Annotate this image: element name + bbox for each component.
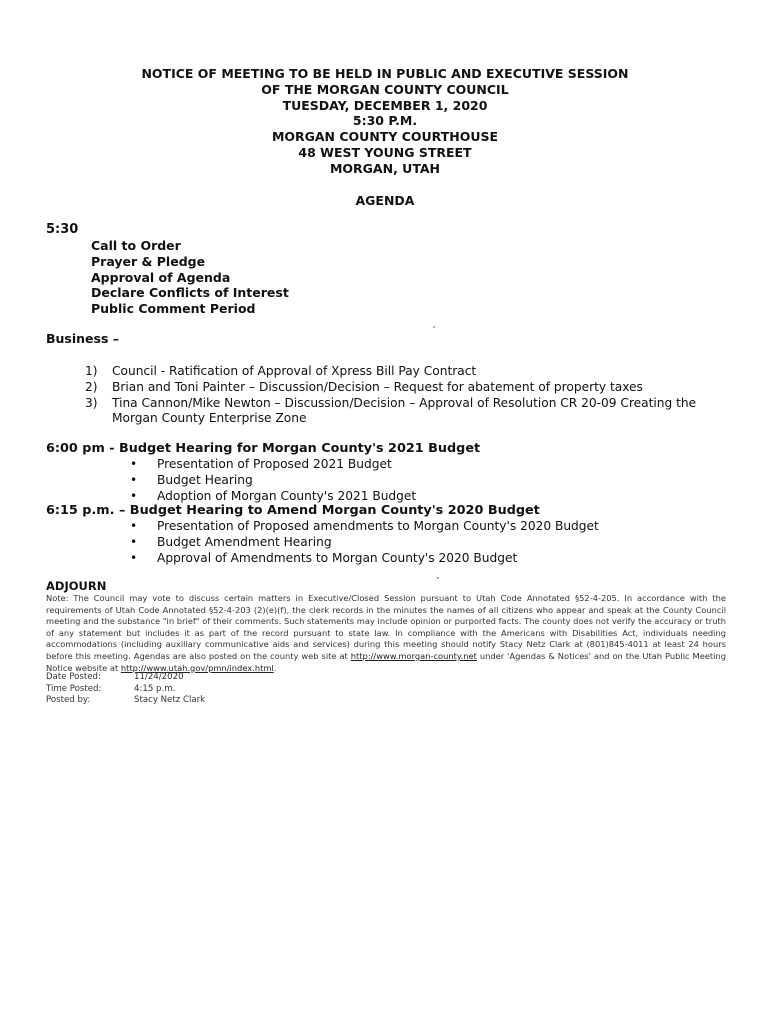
county-website-link[interactable]: http://www.morgan-county.net xyxy=(350,650,477,661)
posted-time-label: Time Posted: xyxy=(46,683,102,694)
opening-item: Public Comment Period xyxy=(91,301,256,317)
business-item xyxy=(85,380,725,396)
header-line-5: MORGAN COUNTY COURTHOUSE xyxy=(271,129,499,145)
bullet-icon: • xyxy=(130,519,138,533)
adjourn-heading: ADJOURN xyxy=(46,579,107,593)
business-item-number: 2) xyxy=(85,379,98,394)
list-item-text: Presentation of Proposed amendments to Morgan County's 2020 Budget xyxy=(157,519,599,533)
business-item-text: Brian and Toni Painter – Discussion/Decision – Request for abatement of property taxes xyxy=(112,379,643,394)
posted-date-row xyxy=(46,672,205,684)
notice-header xyxy=(0,66,770,177)
list-item xyxy=(130,535,599,551)
posted-time-value: 4:15 p.m. xyxy=(134,683,176,694)
posting-info xyxy=(46,672,205,707)
list-item-text: Presentation of Proposed 2021 Budget xyxy=(157,457,392,471)
note-text-middle: under 'Agendas & Notices' and on the Utah Public Meeting Notice website at xyxy=(46,650,726,673)
business-list xyxy=(85,364,725,427)
list-item xyxy=(130,519,599,535)
posted-date-value: 11/24/2020 xyxy=(134,672,184,682)
budget-2020-list xyxy=(130,519,599,566)
business-item-number: 1) xyxy=(85,364,98,378)
business-item-text: Tina Cannon/Mike Newton – Discussion/Decision – Approval of Resolution CR 20-09 Creating the Morgan County Enterprise Zone xyxy=(112,395,697,426)
list-item xyxy=(130,551,599,567)
header-line-7: MORGAN, UTAH xyxy=(329,160,441,176)
business-item xyxy=(85,396,725,428)
header-line-1: NOTICE OF MEETING TO BE HELD IN PUBLIC AND EXECUTIVE SESSION xyxy=(141,66,629,81)
legal-note xyxy=(46,593,726,674)
business-heading: Business – xyxy=(46,331,120,346)
budget-2021-heading: 6:00 pm - Budget Hearing for Morgan County's 2021 Budget xyxy=(46,441,481,456)
budget-2020-heading: 6:15 p.m. – Budget Hearing to Amend Morgan County's 2020 Budget xyxy=(46,503,540,518)
business-item-text: Council - Ratification of Approval of Xpress Bill Pay Contract xyxy=(112,364,477,378)
note-text-end: . xyxy=(273,662,277,673)
bullet-icon: • xyxy=(130,550,138,565)
posted-date-label: Date Posted: xyxy=(46,672,101,682)
opening-time: 5:30 xyxy=(46,222,79,237)
posted-by-value: Stacy Netz Clark xyxy=(134,695,206,705)
list-item-text: Budget Hearing xyxy=(157,472,253,487)
list-item-text: Approval of Amendments to Morgan County's 2020 Budget xyxy=(157,550,518,565)
posted-by-row xyxy=(46,695,205,707)
list-item xyxy=(130,457,416,473)
header-line-2: OF THE MORGAN COUNTY COUNCIL xyxy=(261,81,509,97)
scan-speck xyxy=(433,326,435,328)
scan-speck xyxy=(437,577,439,579)
opening-item: Declare Conflicts of Interest xyxy=(91,285,289,301)
opening-item: Approval of Agenda xyxy=(91,269,231,285)
header-line-6: 48 WEST YOUNG STREET xyxy=(298,144,472,160)
bullet-icon: • xyxy=(130,534,138,549)
opening-item: Prayer & Pledge xyxy=(91,253,206,269)
list-item xyxy=(130,473,416,489)
list-item-text: Adoption of Morgan County's 2021 Budget xyxy=(157,488,417,503)
opening-items xyxy=(91,238,289,317)
bullet-icon: • xyxy=(130,472,138,487)
bullet-icon: • xyxy=(130,488,138,503)
bullet-icon: • xyxy=(130,457,138,471)
posted-time-row xyxy=(46,684,205,696)
header-line-4: 5:30 P.M. xyxy=(352,113,418,129)
budget-2021-list xyxy=(130,457,416,504)
agenda-title: AGENDA xyxy=(355,193,415,208)
list-item-text: Budget Amendment Hearing xyxy=(157,534,332,549)
business-item xyxy=(85,364,725,380)
utah-pmn-link[interactable]: http://www.utah.gov/pmn/index.html xyxy=(120,662,274,673)
opening-item: Call to Order xyxy=(91,238,181,253)
header-line-3: TUESDAY, DECEMBER 1, 2020 xyxy=(282,97,488,113)
business-item-number: 3) xyxy=(85,395,98,410)
posted-by-label: Posted by: xyxy=(46,695,91,705)
note-text: Note: The Council may vote to discuss certain matters in Executive/Closed Session pursuant to Utah Code Annotated §52-4-205. In accordance with the requirements of Utah Code Annotated §52-4-203 (2)(e)(f), the clerk records in the minutes the names of all citizens who appear and speak at the County Council meeting and the substance "in brief" of their comments. Such statements may include opinion or purported facts. The county does not verify the accuracy or truth of any statement but includes it as part of the record pursuant to state law. In compliance with the Americans with Disabilities Act, individuals needing accommodations (including auxiliary communicative aids and services) during this meeting should notify Stacy Netz Clark at (801)845-4011 at least 24 hours before this meeting. Agendas are also posted on the county web site at xyxy=(46,593,726,661)
